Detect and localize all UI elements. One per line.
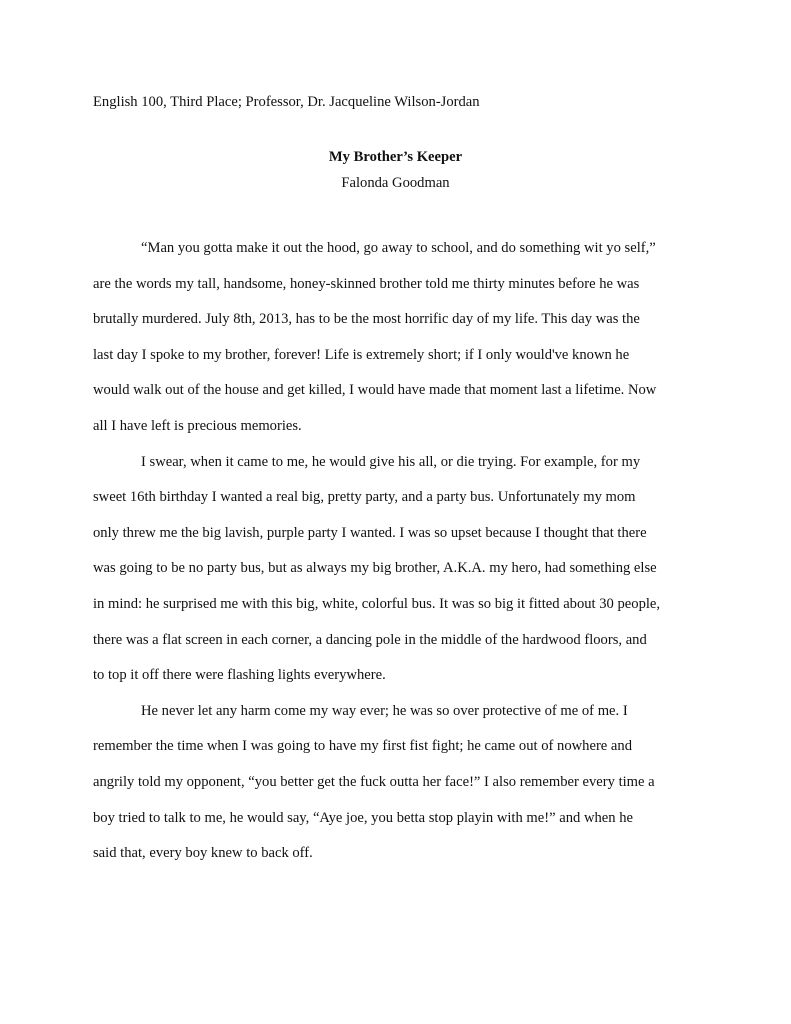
paragraph-2-line: in mind: he surprised me with this big, white, colorful bus. It was so big it fitted about 30 people,: [93, 595, 661, 612]
paragraph-3-line: boy tried to talk to me, he would say, “Aye joe, you betta stop playin with me!” and when he: [93, 809, 633, 826]
paragraph-1-line: all I have left is precious memories.: [93, 417, 302, 434]
paragraph-1-line: would walk out of the house and get killed, I would have made that moment last a lifetime. Now: [93, 382, 657, 399]
paragraph-2-line: I swear, when it came to me, he would give his all, or die trying. For example, for my: [141, 453, 641, 470]
paragraph-1-line: “Man you gotta make it out the hood, go away to school, and do something wit yo self,”: [141, 240, 656, 256]
paragraph-1-line: brutally murdered. July 8th, 2013, has to be the most horrific day of my life. This day was the: [93, 311, 640, 328]
paragraph-3-line: remember the time when I was going to have my first fist fight; he came out of nowhere and: [93, 738, 632, 755]
paragraph-2-line: to top it off there were flashing lights everywhere.: [93, 667, 386, 684]
paragraph-3-line: angrily told my opponent, “you better get the fuck outta her face!” I also remember every time a: [93, 773, 655, 790]
paragraph-1-line: are the words my tall, handsome, honey-skinned brother told me thirty minutes before he was: [93, 275, 640, 292]
paragraph-3-line: said that, every boy knew to back off.: [93, 845, 313, 862]
paragraph-3-line: He never let any harm come my way ever; he was so over protective of me of me. I: [141, 702, 628, 719]
paragraph-2-line: only threw me the big lavish, purple party I wanted. I was so upset because I thought that there: [93, 524, 647, 541]
paragraph-2-line: there was a flat screen in each corner, a dancing pole in the middle of the hardwood floors, and: [93, 631, 647, 648]
paragraph-2-line: was going to be no party bus, but as always my big brother, A.K.A. my hero, had something else: [93, 560, 657, 577]
author-name: Falonda Goodman: [341, 175, 450, 191]
essay-body: [93, 238, 713, 879]
essay-title: My Brother’s Keeper: [328, 149, 463, 165]
course-header: English 100, Third Place; Professor, Dr. Jacqueline Wilson-Jordan: [93, 94, 480, 110]
paragraph-2-line: sweet 16th birthday I wanted a real big, pretty party, and a party bus. Unfortunately my mom: [93, 489, 636, 506]
paragraph-1-line: last day I spoke to my brother, forever! Life is extremely short; if I only would've known he: [93, 346, 630, 363]
